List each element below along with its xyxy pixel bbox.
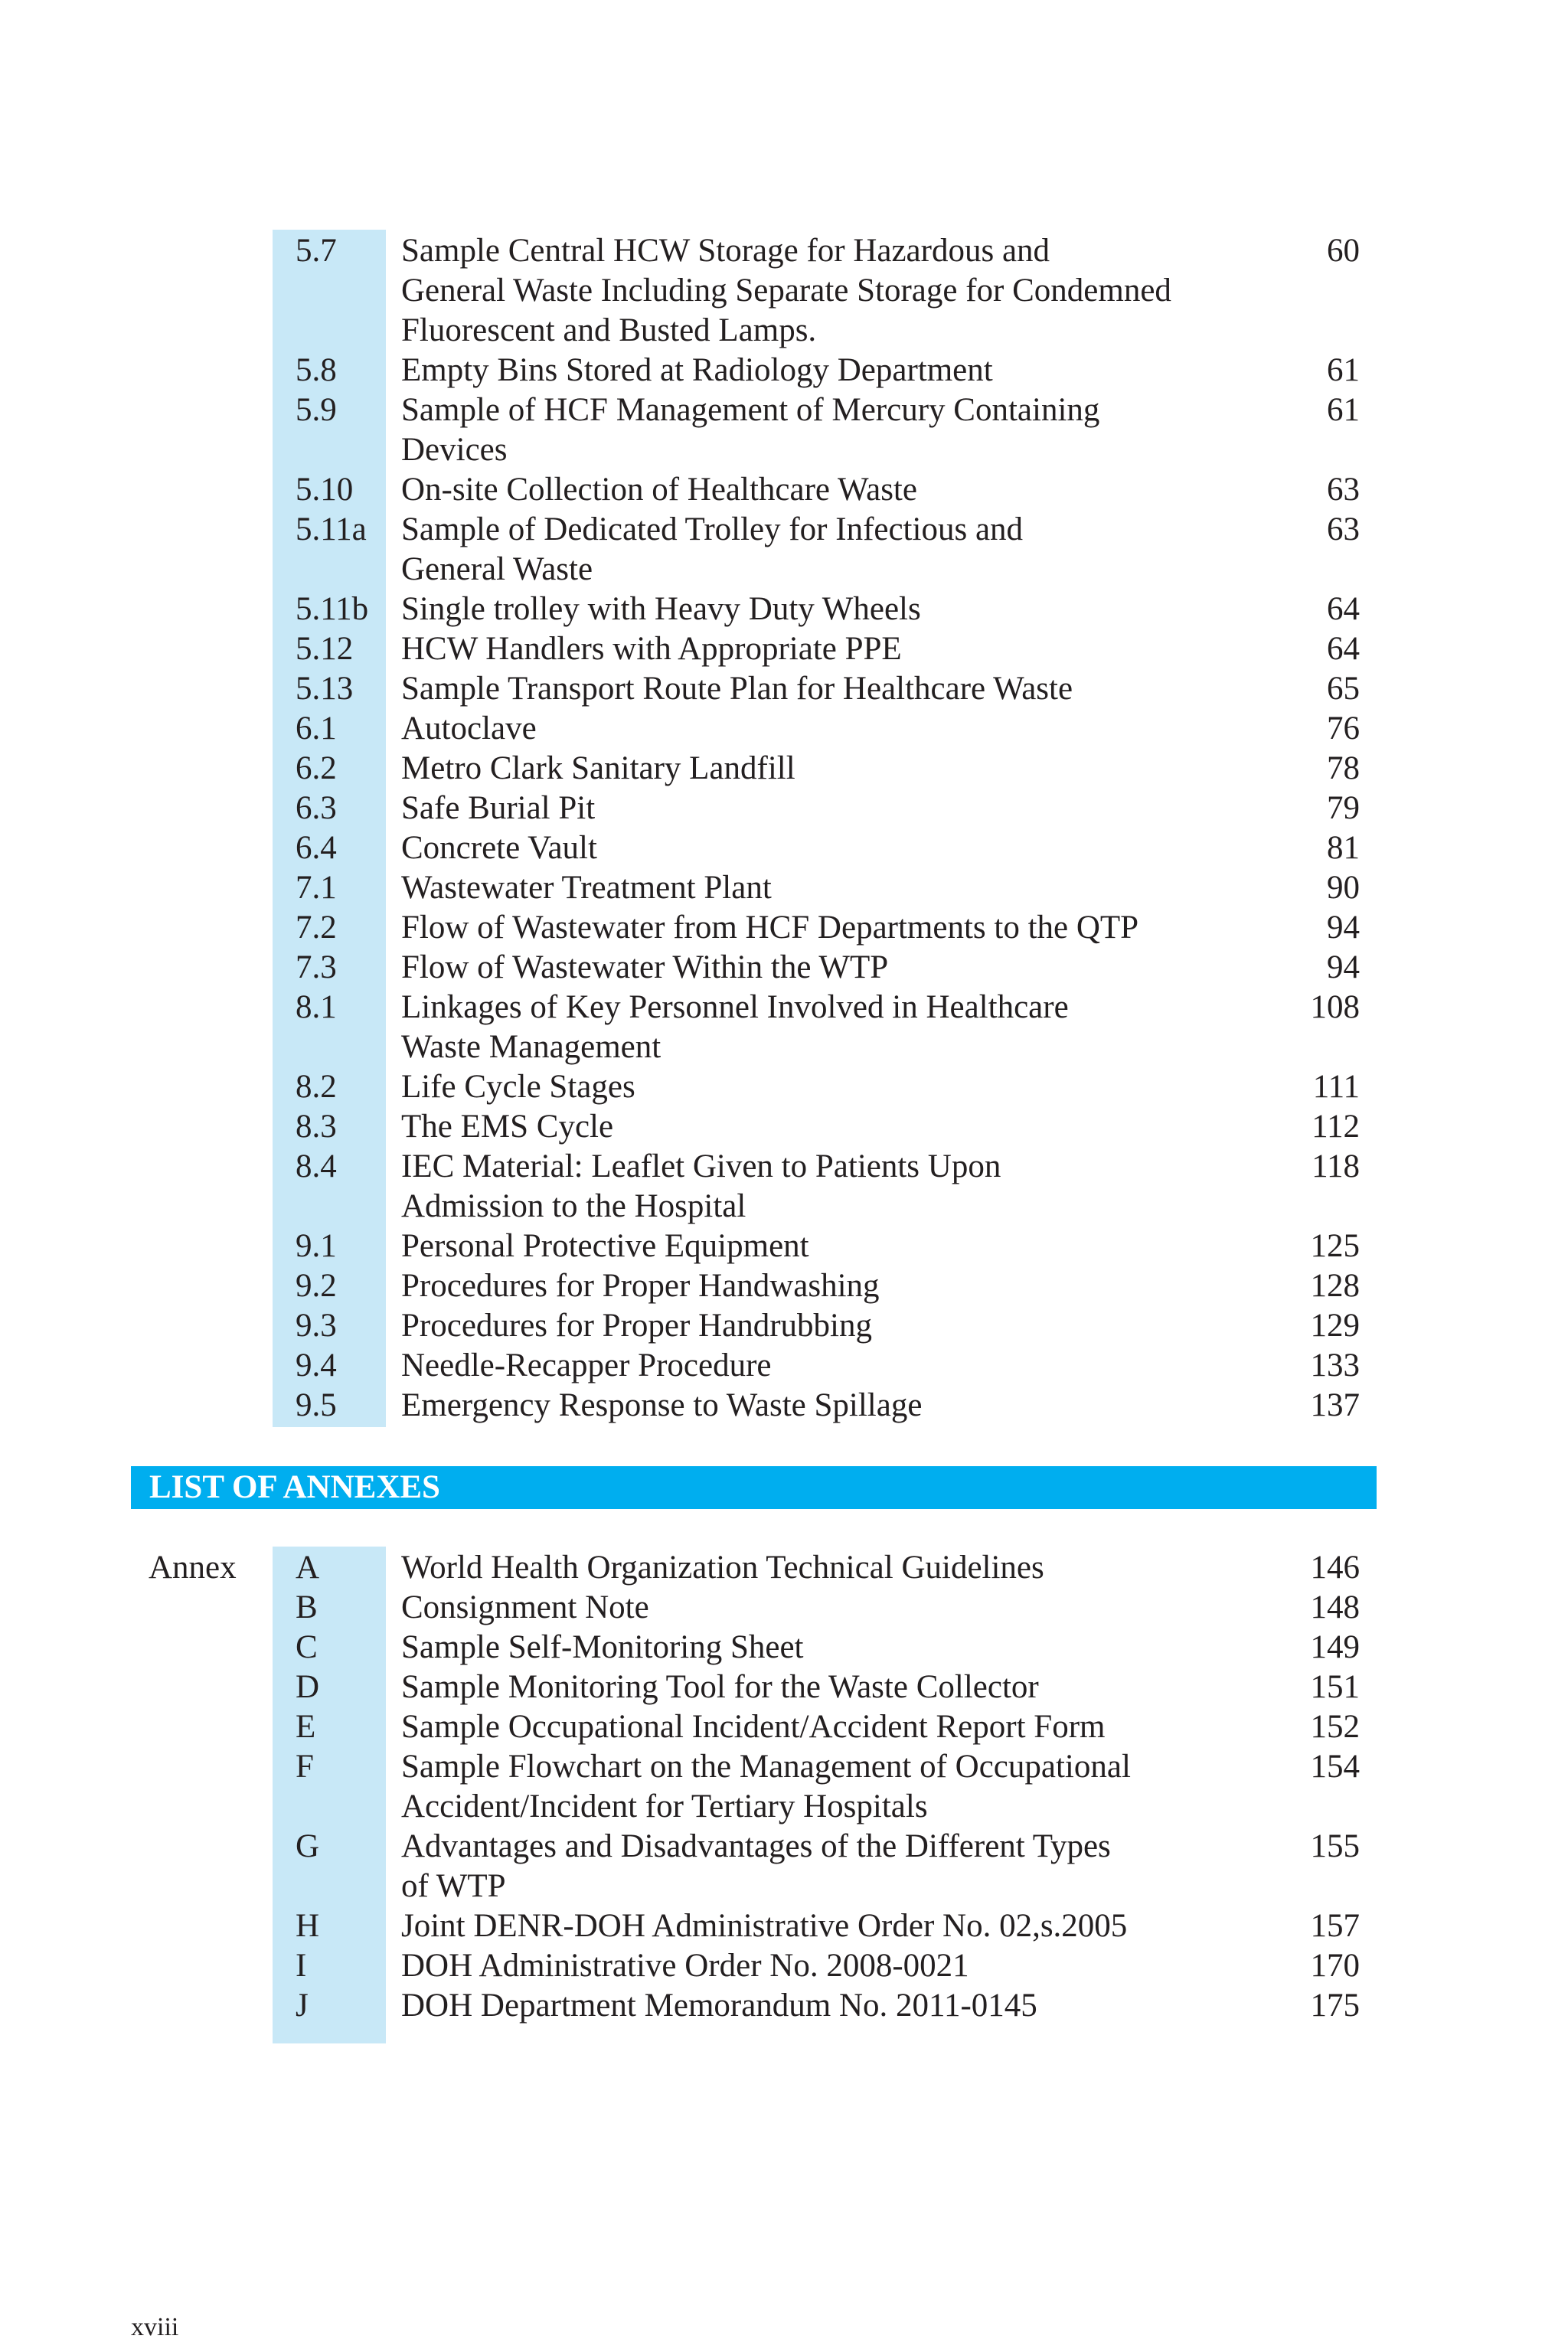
entry-title bbox=[401, 1588, 649, 1628]
figure-number: 6.3 bbox=[296, 790, 337, 826]
page-ref: 108 bbox=[1310, 989, 1360, 1025]
entry-title bbox=[401, 510, 1023, 590]
page-ref: 60 bbox=[1327, 233, 1360, 269]
annex-letter: G bbox=[296, 1828, 320, 1864]
figure-number: 9.4 bbox=[296, 1348, 337, 1383]
entry-title-line: Sample Occupational Incident/Accident Report Form bbox=[401, 1709, 1106, 1745]
page-ref: 128 bbox=[1310, 1268, 1360, 1304]
page-ref: 154 bbox=[1310, 1749, 1360, 1785]
page-ref: 157 bbox=[1310, 1908, 1360, 1944]
figure-number: 8.4 bbox=[296, 1148, 337, 1184]
page-ref: 61 bbox=[1327, 392, 1360, 428]
page-ref: 125 bbox=[1310, 1228, 1360, 1264]
page-ref: 129 bbox=[1310, 1308, 1360, 1344]
entry-title-line: Accident/Incident for Tertiary Hospitals bbox=[401, 1788, 928, 1824]
entry-title-line: Sample Central HCW Storage for Hazardous and bbox=[401, 233, 1050, 269]
entry-title-line: Personal Protective Equipment bbox=[401, 1228, 809, 1264]
entry-title-line: Sample Monitoring Tool for the Waste Collector bbox=[401, 1669, 1039, 1705]
entry-title bbox=[401, 1906, 1127, 1946]
page-ref: 152 bbox=[1310, 1709, 1360, 1745]
entry-title bbox=[401, 709, 537, 749]
figure-number: 5.8 bbox=[296, 352, 337, 388]
page-ref: 76 bbox=[1327, 710, 1360, 746]
entry-title bbox=[401, 390, 1099, 470]
figure-number: 7.1 bbox=[296, 870, 337, 906]
figure-number: 5.12 bbox=[296, 631, 354, 667]
page-ref: 64 bbox=[1327, 631, 1360, 667]
page-ref: 61 bbox=[1327, 352, 1360, 388]
entry-title-line: The EMS Cycle bbox=[401, 1109, 614, 1145]
page-ref: 137 bbox=[1310, 1387, 1360, 1423]
entry-title-line: Single trolley with Heavy Duty Wheels bbox=[401, 591, 921, 627]
entry-title bbox=[401, 749, 795, 789]
entry-title bbox=[401, 1986, 1037, 2026]
figure-number: 6.4 bbox=[296, 830, 337, 866]
entry-title bbox=[401, 828, 597, 868]
page-ref: 63 bbox=[1327, 472, 1360, 508]
figure-number: 8.3 bbox=[296, 1109, 337, 1145]
entry-title-line: DOH Administrative Order No. 2008-0021 bbox=[401, 1948, 969, 1984]
annex-letter-column-shade bbox=[273, 1547, 386, 2043]
entry-title-line: Needle-Recapper Procedure bbox=[401, 1348, 772, 1383]
page-ref: 65 bbox=[1327, 671, 1360, 707]
annex-letter: B bbox=[296, 1589, 318, 1625]
entry-title bbox=[401, 1147, 1001, 1227]
entry-title-line: Flow of Wastewater Within the WTP bbox=[401, 949, 889, 985]
figure-number: 5.11b bbox=[296, 591, 369, 627]
entry-title-line: HCW Handlers with Appropriate PPE bbox=[401, 631, 902, 667]
entry-title bbox=[401, 669, 1073, 709]
annex-letter: D bbox=[296, 1669, 320, 1705]
entry-title bbox=[401, 1548, 1044, 1588]
entry-title bbox=[401, 351, 993, 390]
figure-number: 5.11a bbox=[296, 511, 367, 547]
page-ref: 146 bbox=[1310, 1550, 1360, 1586]
annex-letter: C bbox=[296, 1629, 318, 1665]
entry-title bbox=[401, 988, 1069, 1067]
figure-number: 5.7 bbox=[296, 233, 337, 269]
page-ref: 151 bbox=[1310, 1669, 1360, 1705]
figure-number: 6.1 bbox=[296, 710, 337, 746]
entry-title bbox=[401, 590, 921, 629]
list-of-annexes-banner bbox=[131, 1466, 1377, 1509]
page-ref: 63 bbox=[1327, 511, 1360, 547]
figure-number: 9.2 bbox=[296, 1268, 337, 1304]
page-ref: 175 bbox=[1310, 1988, 1360, 2024]
page-ref: 94 bbox=[1327, 910, 1360, 946]
annex-letter: F bbox=[296, 1749, 314, 1785]
entry-title-line: Sample of Dedicated Trolley for Infectious and bbox=[401, 511, 1024, 547]
entry-title bbox=[401, 1346, 771, 1386]
entry-title-line: Sample Self-Monitoring Sheet bbox=[401, 1629, 804, 1665]
entry-title bbox=[401, 231, 1171, 351]
entry-title-line: Advantages and Disadvantages of the Different Types bbox=[401, 1828, 1111, 1864]
entry-title bbox=[401, 1668, 1039, 1707]
entry-title-line: Sample of HCF Management of Mercury Containing bbox=[401, 392, 1100, 428]
entry-title-line: IEC Material: Leaflet Given to Patients Upon bbox=[401, 1148, 1001, 1184]
entry-title-line: Devices bbox=[401, 432, 508, 468]
entry-title-line: Fluorescent and Busted Lamps. bbox=[401, 312, 817, 348]
figure-number: 5.10 bbox=[296, 472, 354, 508]
entry-title-line: World Health Organization Technical Guidelines bbox=[401, 1550, 1044, 1586]
annex-letter: E bbox=[296, 1709, 316, 1745]
entry-title bbox=[401, 1266, 880, 1306]
page-ref: 78 bbox=[1327, 750, 1360, 786]
entry-title bbox=[401, 1227, 809, 1266]
page-ref: 79 bbox=[1327, 790, 1360, 826]
entry-title bbox=[401, 789, 595, 828]
page-ref: 94 bbox=[1327, 949, 1360, 985]
entry-title-line: Sample Transport Route Plan for Healthcare Waste bbox=[401, 671, 1073, 707]
entry-title bbox=[401, 1386, 922, 1426]
page-ref: 112 bbox=[1312, 1109, 1360, 1145]
entry-title bbox=[401, 470, 917, 510]
entry-title-line: Concrete Vault bbox=[401, 830, 597, 866]
entry-title-line: On-site Collection of Healthcare Waste bbox=[401, 472, 917, 508]
entry-title-line: Sample Flowchart on the Management of Occupational bbox=[401, 1749, 1131, 1785]
entry-title bbox=[401, 948, 888, 988]
entry-title-line: Waste Management bbox=[401, 1029, 662, 1065]
entry-title bbox=[401, 1306, 872, 1346]
entry-title bbox=[401, 1747, 1131, 1827]
entry-title-line: Life Cycle Stages bbox=[401, 1069, 635, 1105]
figure-number: 8.1 bbox=[296, 989, 337, 1025]
figure-number: 9.5 bbox=[296, 1387, 337, 1423]
entry-title-line: General Waste bbox=[401, 551, 593, 587]
annex-letter: H bbox=[296, 1908, 320, 1944]
entry-title bbox=[401, 629, 902, 669]
entry-title bbox=[401, 1707, 1105, 1747]
entry-title-line: Linkages of Key Personnel Involved in Healthcare bbox=[401, 989, 1069, 1025]
page-ref: 81 bbox=[1327, 830, 1360, 866]
figure-number: 8.2 bbox=[296, 1069, 337, 1105]
entry-title bbox=[401, 1827, 1111, 1906]
entry-title-line: DOH Department Memorandum No. 2011-0145 bbox=[401, 1988, 1037, 2024]
entry-title-line: Consignment Note bbox=[401, 1589, 649, 1625]
page-ref: 155 bbox=[1310, 1828, 1360, 1864]
entry-title bbox=[401, 1067, 635, 1107]
entry-title-line: Flow of Wastewater from HCF Departments to the QTP bbox=[401, 910, 1139, 946]
entry-title-line: Procedures for Proper Handwashing bbox=[401, 1268, 880, 1304]
page-ref: 148 bbox=[1310, 1589, 1360, 1625]
entry-title-line: Metro Clark Sanitary Landfill bbox=[401, 750, 795, 786]
entry-title-line: of WTP bbox=[401, 1868, 506, 1904]
entry-title bbox=[401, 1946, 969, 1986]
entry-title-line: Safe Burial Pit bbox=[401, 790, 596, 826]
page-ref: 64 bbox=[1327, 591, 1360, 627]
entry-title-line: Empty Bins Stored at Radiology Department bbox=[401, 352, 993, 388]
entry-title-line: Emergency Response to Waste Spillage bbox=[401, 1387, 923, 1423]
page-ref: 133 bbox=[1310, 1348, 1360, 1383]
page-ref: 118 bbox=[1312, 1148, 1360, 1184]
page-ref: 149 bbox=[1310, 1629, 1360, 1665]
entry-title-line: Wastewater Treatment Plant bbox=[401, 870, 772, 906]
annex-letter: A bbox=[296, 1550, 320, 1586]
entry-title-line: Procedures for Proper Handrubbing bbox=[401, 1308, 872, 1344]
entry-title bbox=[401, 868, 772, 908]
page-ref: 170 bbox=[1310, 1948, 1360, 1984]
figure-number: 6.2 bbox=[296, 750, 337, 786]
page-number: xviii bbox=[131, 2313, 179, 2341]
page-ref: 90 bbox=[1327, 870, 1360, 906]
figure-number: 5.13 bbox=[296, 671, 354, 707]
figure-number: 5.9 bbox=[296, 392, 337, 428]
entry-title bbox=[401, 1628, 804, 1668]
section-heading: LIST OF ANNEXES bbox=[149, 1469, 440, 1505]
page-ref: 111 bbox=[1312, 1069, 1360, 1105]
figure-number: 7.2 bbox=[296, 910, 337, 946]
annex-letter: I bbox=[296, 1948, 307, 1984]
figure-number: 9.3 bbox=[296, 1308, 337, 1344]
annex-label: Annex bbox=[149, 1550, 237, 1586]
annex-letter: J bbox=[296, 1988, 309, 2024]
entry-title-line: Admission to the Hospital bbox=[401, 1188, 746, 1224]
entry-title bbox=[401, 1107, 613, 1147]
entry-title bbox=[401, 908, 1138, 948]
figure-number: 9.1 bbox=[296, 1228, 337, 1264]
figure-number: 7.3 bbox=[296, 949, 337, 985]
entry-title-line: Autoclave bbox=[401, 710, 537, 746]
entry-title-line: Joint DENR-DOH Administrative Order No. 02,s.2005 bbox=[401, 1908, 1128, 1944]
entry-title-line: General Waste Including Separate Storage for Condemned bbox=[401, 273, 1171, 309]
